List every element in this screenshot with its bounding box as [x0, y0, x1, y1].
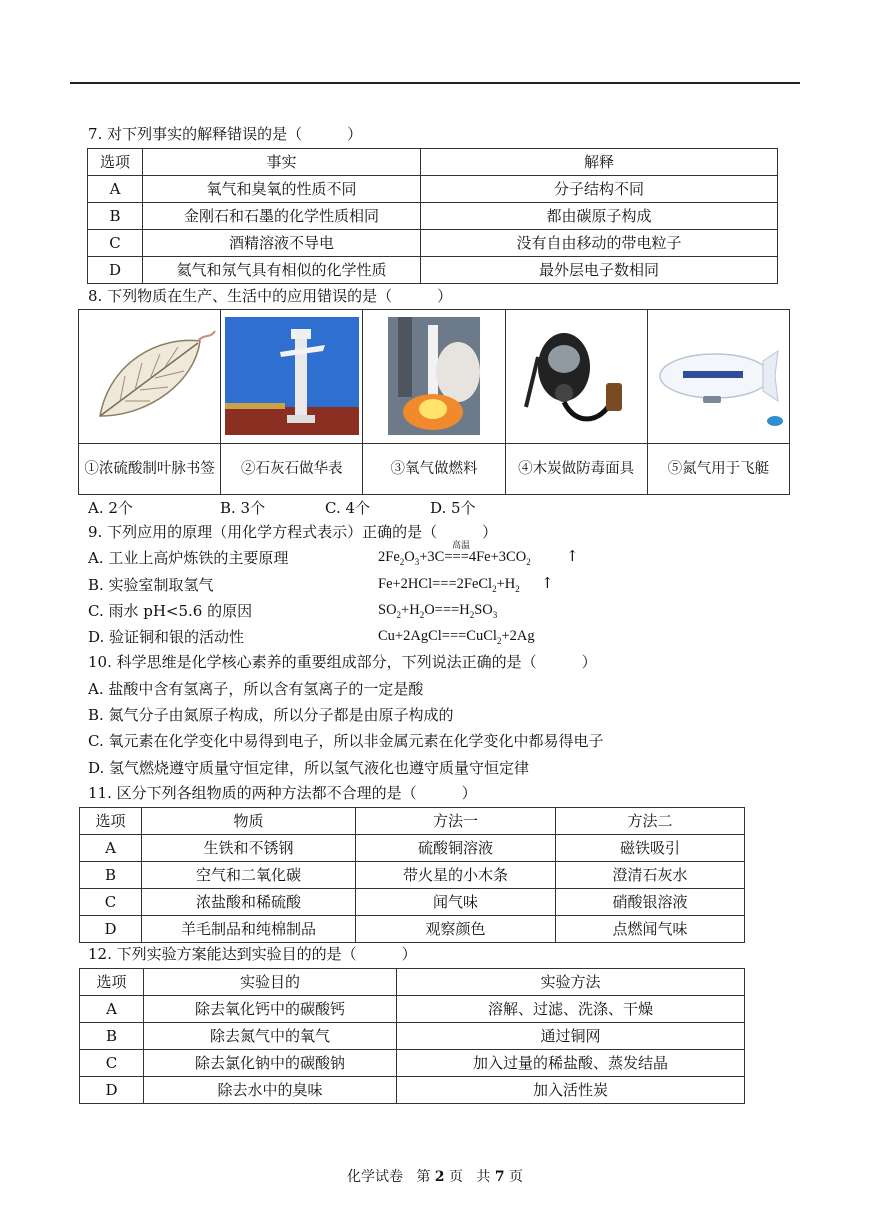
q7-cell: 金刚石和石墨的化学性质相同	[143, 203, 421, 230]
q12-cell: 加入活性炭	[397, 1077, 745, 1104]
q12-cell: 除去氧化钙中的碳酸钙	[144, 996, 397, 1023]
q12-cell: 除去氮气中的氧气	[144, 1023, 397, 1050]
q8-caption-2: ②石灰石做华表	[221, 444, 363, 495]
q10-option-d: D. 氢气燃烧遵守质量守恒定律，所以氢气液化也遵守质量守恒定律	[88, 759, 530, 777]
q8-picture-grid	[78, 309, 790, 495]
q9-equation-d: Cu+2AgCl===CuCl$_2$+2Ag	[378, 628, 535, 646]
table-row	[80, 862, 745, 889]
q12-header-purpose: 实验目的	[144, 969, 397, 996]
q9-reaction-condition: 高温	[452, 541, 471, 551]
table-row	[80, 1077, 745, 1104]
q7-header-fact: 事实	[143, 149, 421, 176]
q10-option-c: C. 氧元素在化学变化中易得到电子，所以非金属元素在化学变化中都易得电子	[88, 732, 604, 750]
q12-cell: 通过铜网	[397, 1023, 745, 1050]
q7-cell: 最外层电子数相同	[421, 257, 778, 284]
q9-equation-c: $SO_2+H_2O===H_2SO_3$	[378, 602, 498, 620]
q7-header-explanation: 解释	[421, 149, 778, 176]
q7-cell: 氧气和臭氧的性质不同	[143, 176, 421, 203]
footer-total-pages: 7	[494, 1169, 505, 1185]
huabiao-column-icon	[221, 310, 362, 442]
leaf-vein-bookmark-icon	[79, 310, 220, 442]
q12-cell: 溶解、过滤、洗涤、干燥	[397, 996, 745, 1023]
q7-cell: C	[88, 230, 143, 257]
q9-option-c: C. 雨水 pH<5.6 的原因	[88, 602, 253, 620]
q11-header-substance: 物质	[142, 808, 356, 835]
airship-icon	[648, 310, 789, 442]
q11-cell: 空气和二氧化碳	[142, 862, 356, 889]
footer-page-label: 第	[416, 1169, 431, 1185]
q11-cell: 羊毛制品和纯棉制品	[142, 916, 356, 943]
q7-cell: 都由碳原子构成	[421, 203, 778, 230]
footer-total-label: 共	[476, 1169, 491, 1185]
q8-stem: 8. 下列物质在生产、生活中的应用错误的是（ ）	[88, 287, 453, 305]
q8-option-b: B. 3个	[220, 499, 266, 517]
table-row	[88, 203, 778, 230]
q11-cell: D	[80, 916, 142, 943]
q11-header-method-1: 方法一	[356, 808, 556, 835]
q12-cell: C	[80, 1050, 144, 1077]
q11-cell: 闻气味	[356, 889, 556, 916]
q9-stem: 9. 下列应用的原理（用化学方程式表示）正确的是（ ）	[88, 523, 498, 541]
table-row	[88, 257, 778, 284]
table-row	[80, 835, 745, 862]
q8-option-a: A. 2个	[88, 499, 133, 517]
table-row	[88, 230, 778, 257]
table-row	[80, 916, 745, 943]
table-row	[80, 996, 745, 1023]
gas-up-arrow-icon: ↑	[541, 574, 554, 592]
header-rule	[70, 82, 800, 84]
q12-cell: 加入过量的稀盐酸、蒸发结晶	[397, 1050, 745, 1077]
gas-up-arrow-icon: ↑	[566, 547, 579, 565]
page-footer	[0, 1166, 870, 1186]
q9-equation-a: $2Fe_2O_3+3C===4Fe+3CO_2$	[378, 549, 531, 567]
q11-cell: 硫酸铜溶液	[356, 835, 556, 862]
q11-cell: 观察颜色	[356, 916, 556, 943]
q9-option-b: B. 实验室制取氢气	[88, 576, 214, 594]
q11-cell: A	[80, 835, 142, 862]
table-row	[88, 176, 778, 203]
q8-caption-5: ⑤氮气用于飞艇	[647, 444, 789, 495]
q11-cell: C	[80, 889, 142, 916]
q11-cell: 点燃闻气味	[556, 916, 745, 943]
q11-cell: 浓盐酸和稀硫酸	[142, 889, 356, 916]
footer-subject: 化学试卷	[346, 1169, 403, 1185]
q12-cell: D	[80, 1077, 144, 1104]
q7-cell: B	[88, 203, 143, 230]
q11-cell: 磁铁吸引	[556, 835, 745, 862]
q12-cell: B	[80, 1023, 144, 1050]
footer-page-number: 2	[434, 1169, 445, 1185]
q12-table	[79, 968, 745, 1104]
q7-cell: 没有自由移动的带电粒子	[421, 230, 778, 257]
gas-mask-icon	[506, 310, 647, 442]
q12-cell: 除去氯化钠中的碳酸钠	[144, 1050, 397, 1077]
q12-header-option: 选项	[80, 969, 144, 996]
q8-option-c: C. 4个	[325, 499, 371, 517]
q8-option-d: D. 5个	[430, 499, 476, 517]
q9-option-d: D. 验证铜和银的活动性	[88, 628, 245, 646]
q9-option-a: A. 工业上高炉炼铁的主要原理	[88, 549, 289, 567]
q11-table	[79, 807, 745, 943]
q12-stem: 12. 下列实验方案能达到实验目的的是（ ）	[88, 945, 417, 963]
q10-stem: 10. 科学思维是化学核心素养的重要组成部分，下列说法正确的是（ ）	[88, 653, 597, 671]
q11-stem: 11. 区分下列各组物质的两种方法都不合理的是（ ）	[88, 784, 477, 802]
q9-equation-b: $Fe+2HCl===2FeCl_2+H_2$	[378, 576, 520, 594]
q10-option-a: A. 盐酸中含有氢离子，所以含有氢离子的一定是酸	[88, 680, 424, 698]
q7-stem: 7. 对下列事实的解释错误的是（ ）	[88, 125, 363, 143]
q11-header-option: 选项	[80, 808, 142, 835]
q7-cell: 酒精溶液不导电	[143, 230, 421, 257]
q7-header-option: 选项	[88, 149, 143, 176]
q12-header-method: 实验方法	[397, 969, 745, 996]
rocket-launch-icon	[363, 310, 504, 442]
q11-cell: 生铁和不锈钢	[142, 835, 356, 862]
q11-cell: 澄清石灰水	[556, 862, 745, 889]
footer-total-unit: 页	[509, 1169, 524, 1185]
q12-cell: A	[80, 996, 144, 1023]
q10-option-b: B. 氮气分子由氮原子构成，所以分子都是由原子构成的	[88, 706, 454, 724]
q11-cell: 硝酸银溶液	[556, 889, 745, 916]
q7-table	[87, 148, 778, 284]
footer-page-unit: 页	[449, 1169, 463, 1185]
q7-cell: D	[88, 257, 143, 284]
q7-cell: 分子结构不同	[421, 176, 778, 203]
q7-cell: 氦气和氖气具有相似的化学性质	[143, 257, 421, 284]
q12-cell: 除去水中的臭味	[144, 1077, 397, 1104]
table-row	[80, 1050, 745, 1077]
q11-cell: B	[80, 862, 142, 889]
q8-caption-4: ④木炭做防毒面具	[505, 444, 647, 495]
q7-cell: A	[88, 176, 143, 203]
table-row	[80, 889, 745, 916]
table-row	[80, 1023, 745, 1050]
q11-cell: 带火星的小木条	[356, 862, 556, 889]
q8-caption-3: ③氧气做燃料	[363, 444, 505, 495]
q11-header-method-2: 方法二	[556, 808, 745, 835]
q8-caption-1: ①浓硫酸制叶脉书签	[79, 444, 221, 495]
